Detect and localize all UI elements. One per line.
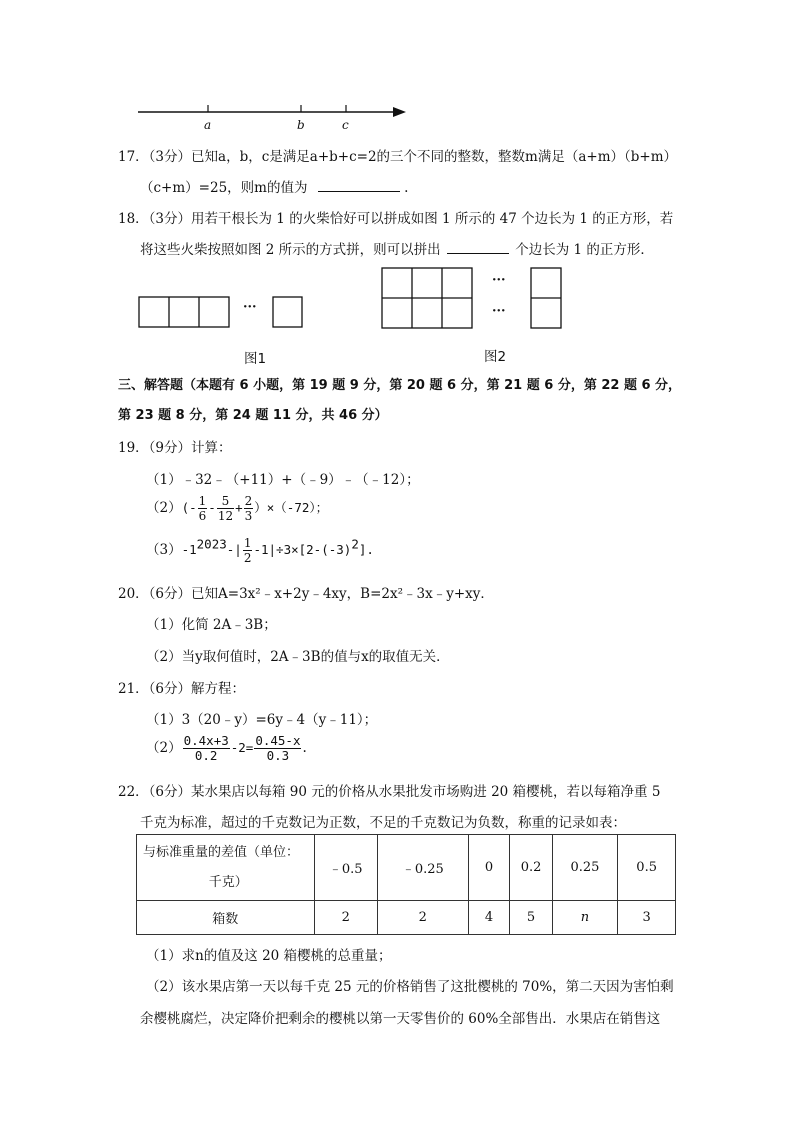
q18-text2b: 个边长为 1 的正方形． xyxy=(515,242,654,258)
q19-part2: （2）(- $\frac{1}{6}$ - $\frac{5}{12}$ + $\frac{2}{3}$ ）×（-72）； xyxy=(146,494,329,523)
q21-head: 21．（6分）解方程： xyxy=(118,681,246,697)
q22-line1: 22．（6分）某水果店以每箱 90 元的价格从水果批发市场购进 20 箱樱桃，若以每箱净重 5 xyxy=(118,784,661,800)
count-cell: 4 xyxy=(468,901,510,935)
q19-part3: $(3)-1^{2023}-|$ $\frac{1}{2}$ $-1|\div 3\times[2-(-3)^2]$. xyxy=(146,536,374,565)
q21-frac2: $\frac{0.45-x}{0.3}$ xyxy=(255,733,301,763)
q22-part2-line2: 余樱桃腐烂，决定降价把剩余的樱桃以第一天零售价的 60%全部售出．水果店在销售这 xyxy=(140,1011,661,1027)
q20-part1: （1）化简 2A﹣3B； xyxy=(146,617,277,633)
count-cell: 2 xyxy=(377,901,468,935)
q22-part1: （1）求n的值及这 20 箱樱桃的总重量； xyxy=(146,948,392,964)
figure-2-dots-bottom: ··· xyxy=(492,304,506,319)
q22-part2-line1: （2）该水果店第一天以每千克 25 元的价格销售了这批樱桃的 70%，第二天因为害怕剩 xyxy=(146,979,674,995)
q21-part2: （2） $\frac{0.4x+3}{0.2}$ -2= $\frac{0.45-x}{0.3}$ . xyxy=(146,733,307,763)
count-cell-n: n xyxy=(552,901,618,935)
section3-line1: 三、解答题（本题有 6 小题，第 19 题 9 分，第 20 题 6 分，第 21 题 6 分，第 22 题 6 分， xyxy=(118,378,682,393)
q21-part1: （1）3（20﹣y）=6y﹣4（y﹣11）； xyxy=(146,712,378,728)
number-line xyxy=(130,98,420,138)
table-head-cell: 与标准重量的差值（单位： 千克） xyxy=(137,835,315,901)
q19-p2-frac3: $\frac{2}{3}$ xyxy=(244,494,253,523)
numberline-label-b: b xyxy=(297,118,305,132)
count-cell: 3 xyxy=(618,901,676,935)
q19-p2-label: （2） xyxy=(146,500,182,516)
diff-cell: 0.5 xyxy=(618,835,676,901)
q21-frac1: $\frac{0.4x+3}{0.2}$ xyxy=(183,733,229,763)
figure-2-caption: 图2 xyxy=(484,349,507,365)
diff-cell: 0 xyxy=(468,835,510,901)
q17-answer-blank[interactable] xyxy=(318,177,400,192)
diff-cell: 0.2 xyxy=(510,835,552,901)
q19-head: 19．（9分）计算： xyxy=(118,440,232,456)
q17-text2: （c+m）=25，则m的值为 xyxy=(140,180,308,196)
q19-p2-frac2: $\frac{5}{12}$ xyxy=(217,494,234,523)
section3-line2: 第 23 题 8 分，第 24 题 11 分，共 46 分） xyxy=(118,408,388,423)
figure-1-dots: ··· xyxy=(243,300,257,315)
numberline-label-c: c xyxy=(342,118,349,132)
q17-end: . xyxy=(404,180,409,196)
q19-p3-frac: $\frac{1}{2}$ xyxy=(243,536,252,565)
figure-2-dots-top: ··· xyxy=(492,273,506,288)
q17-line1: 17．（3分）已知a，b，c是满足a+b+c=2的三个不同的整数，整数m满足（a+m）（b+m） xyxy=(118,149,678,165)
q19-part1: （1）﹣32﹣（+11）+（﹣9）﹣（﹣12）； xyxy=(146,472,420,488)
row-label-cell: 箱数 xyxy=(137,901,315,935)
q18-text2a: 将这些火柴按照如图 2 所示的方式拼，则可以拼出 xyxy=(140,242,441,258)
numberline-label-a: a xyxy=(204,118,212,132)
diff-cell: ﹣0.25 xyxy=(377,835,468,901)
q17-line2 xyxy=(140,176,408,196)
weight-table xyxy=(136,834,676,935)
count-cell: 5 xyxy=(510,901,552,935)
figure-1-caption: 图1 xyxy=(244,351,267,367)
figure-2-matches xyxy=(380,266,565,330)
diff-cell: ﹣0.5 xyxy=(314,835,377,901)
q18-answer-blank[interactable] xyxy=(447,239,509,254)
diff-cell: 0.25 xyxy=(552,835,618,901)
q19-p2-frac1: $\frac{1}{6}$ xyxy=(198,494,207,523)
q22-line2: 千克为标准，超过的千克数记为正数，不足的千克数记为负数，称重的记录如表： xyxy=(140,815,626,831)
q20-head: 20．（6分）已知A=3x²﹣x+2y﹣4xy，B=2x²﹣3x﹣y+xy． xyxy=(118,586,494,602)
figure-1-matches xyxy=(137,295,307,329)
q18-line2 xyxy=(140,238,654,258)
q20-part2: （2）当y取何值时，2A﹣3B的值与x的取值无关． xyxy=(146,649,450,665)
q18-line1: 18．（3分）用若干根长为 1 的火柴恰好可以拼成如图 1 所示的 47 个边长为 1 的正方形，若 xyxy=(118,211,674,227)
count-cell: 2 xyxy=(314,901,377,935)
